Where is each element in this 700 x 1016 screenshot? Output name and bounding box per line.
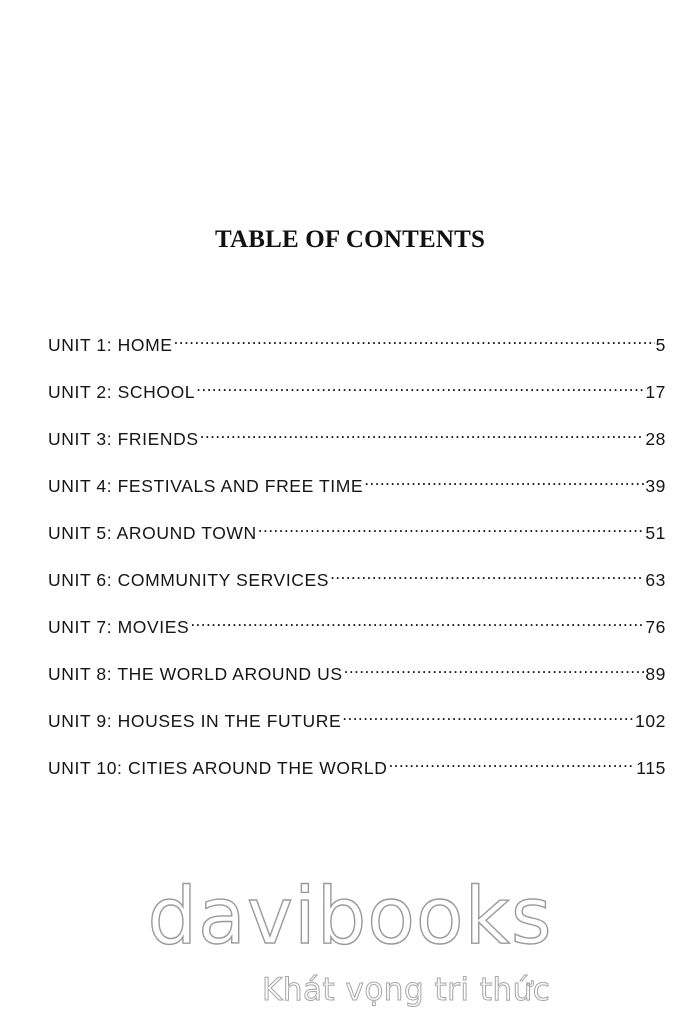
table-of-contents [48, 325, 666, 795]
toc-entry-label: UNIT 7: MOVIES [48, 617, 190, 637]
toc-leader-dots [258, 513, 645, 539]
toc-entry [48, 607, 666, 654]
watermark-tagline: Khát vọng tri thức [262, 972, 551, 1008]
toc-leader-dots [364, 466, 644, 492]
toc-entry-label: UNIT 3: FRIENDS [48, 429, 199, 449]
toc-entry-page: 17 [645, 382, 666, 402]
toc-leader-dots [388, 748, 635, 774]
toc-entry-label: UNIT 8: THE WORLD AROUND US [48, 664, 343, 684]
toc-leader-dots [190, 607, 644, 633]
toc-entry-page: 76 [645, 617, 666, 637]
toc-entry [48, 654, 666, 701]
toc-entry-label: UNIT 10: CITIES AROUND THE WORLD [48, 758, 388, 778]
toc-entry-label: UNIT 6: COMMUNITY SERVICES [48, 570, 330, 590]
toc-leader-dots [344, 654, 645, 680]
toc-entry-page: 39 [645, 476, 666, 496]
toc-entry [48, 372, 666, 419]
toc-entry [48, 419, 666, 466]
toc-entry-label: UNIT 5: AROUND TOWN [48, 523, 257, 543]
watermark-logo: davibooks [147, 872, 553, 962]
toc-leader-dots [174, 325, 655, 351]
toc-entry-page: 51 [645, 523, 666, 543]
toc-entry-label: UNIT 9: HOUSES IN THE FUTURE [48, 711, 342, 731]
toc-entry-label: UNIT 2: SCHOOL [48, 382, 196, 402]
toc-leader-dots [342, 701, 634, 727]
toc-entry-label: UNIT 4: FESTIVALS AND FREE TIME [48, 476, 364, 496]
toc-entry [48, 748, 666, 795]
toc-entry-page: 89 [645, 664, 666, 684]
toc-entry-page: 63 [645, 570, 666, 590]
toc-entry [48, 560, 666, 607]
toc-entry-page: 115 [636, 758, 666, 778]
toc-entry-page: 102 [635, 711, 666, 731]
toc-entry [48, 466, 666, 513]
toc-entry [48, 325, 666, 372]
toc-entry [48, 513, 666, 560]
toc-leader-dots [196, 372, 644, 398]
page-title: TABLE OF CONTENTS [214, 226, 486, 253]
toc-entry-page: 28 [645, 429, 666, 449]
toc-entry-label: UNIT 1: HOME [48, 335, 173, 355]
toc-entry [48, 701, 666, 748]
toc-leader-dots [200, 419, 645, 445]
toc-entry-page: 5 [655, 335, 666, 355]
toc-leader-dots [330, 560, 644, 586]
